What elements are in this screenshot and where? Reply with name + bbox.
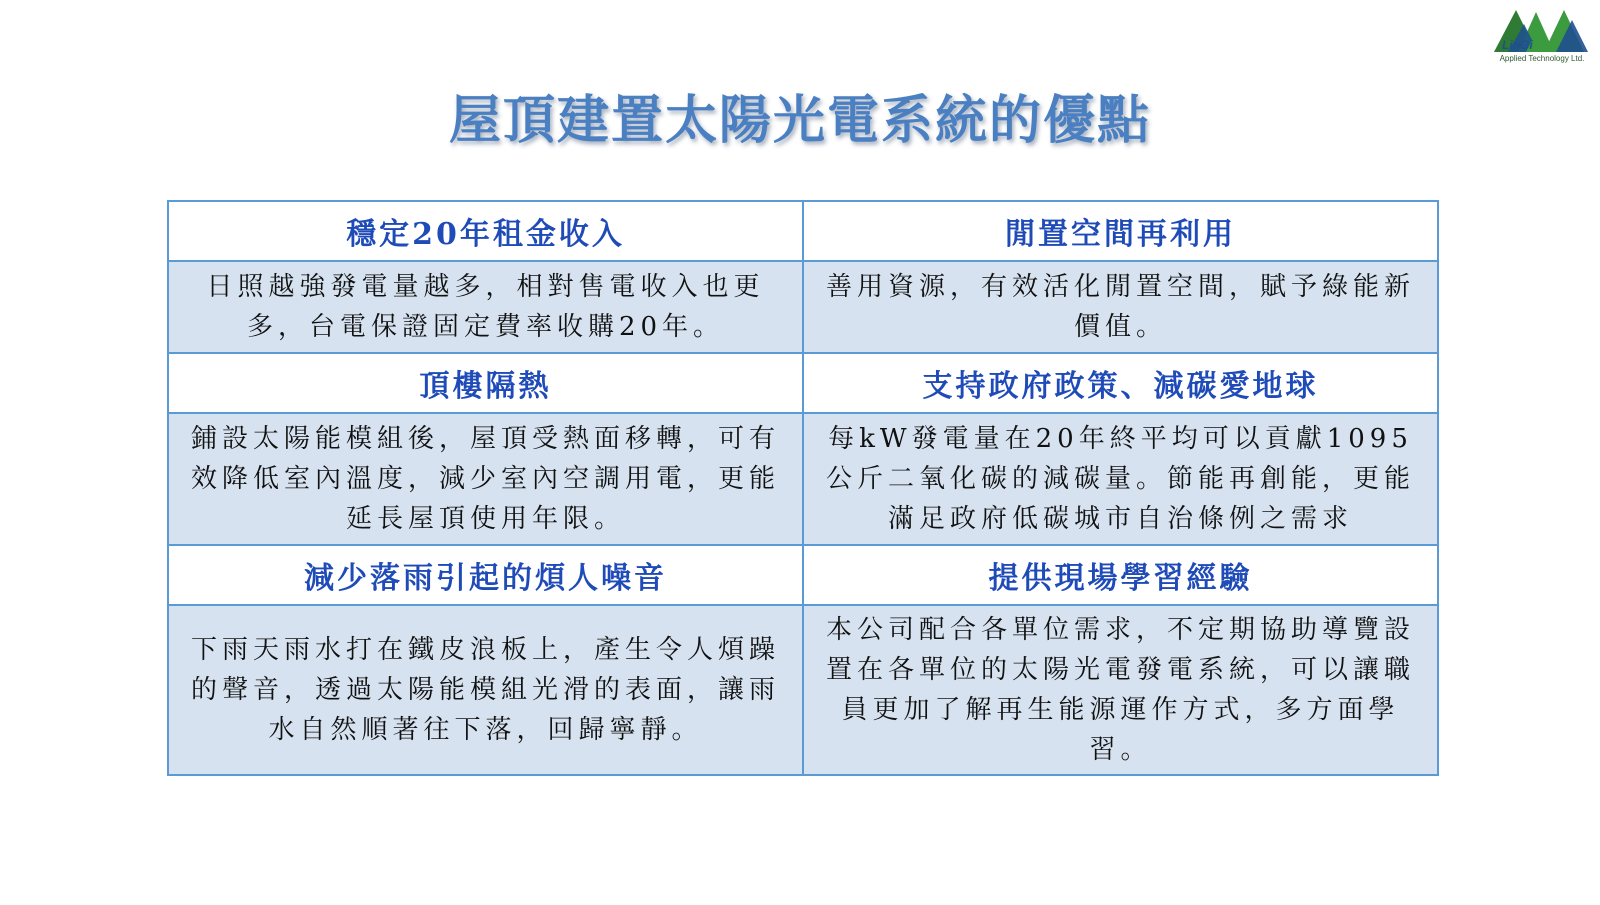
card-body: 日照越強發電量越多，相對售電收入也更多，台電保證固定費率收購20年。 xyxy=(168,261,803,353)
company-logo xyxy=(1488,4,1596,68)
card-body: 本公司配合各單位需求，不定期協助導覽設置在各單位的太陽光電發電系統，可以讓職員更加了解再生能源運作方式，多方面學習。 xyxy=(803,605,1438,775)
card-heading: 閒置空間再利用 xyxy=(803,201,1438,261)
card-heading: 提供現場學習經驗 xyxy=(803,545,1438,605)
card-body: 下雨天雨水打在鐵皮浪板上，產生令人煩躁的聲音，透過太陽能模組光滑的表面，讓雨水自然順著往下落，回歸寧靜。 xyxy=(168,605,803,775)
logo-subtitle: Applied Technology Ltd. xyxy=(1499,54,1585,63)
card-heading: 減少落雨引起的煩人噪音 xyxy=(168,545,803,605)
body-row xyxy=(168,605,1438,775)
card-heading: 支持政府政策、減碳愛地球 xyxy=(803,353,1438,413)
card-body: 每kW發電量在20年終平均可以貢獻1095公斤二氧化碳的減碳量。節能再創能，更能滿足政府低碳城市自治條例之需求 xyxy=(803,413,1438,545)
page-title: 屋頂建置太陽光電系統的優點 xyxy=(448,90,1151,151)
body-row xyxy=(168,413,1438,545)
logo-name: LinGi xyxy=(1502,38,1533,52)
card-heading: 頂樓隔熱 xyxy=(168,353,803,413)
body-row xyxy=(168,261,1438,353)
card-body: 善用資源，有效活化閒置空間，賦予綠能新價值。 xyxy=(803,261,1438,353)
card-body: 鋪設太陽能模組後，屋頂受熱面移轉，可有效降低室內溫度，減少室內空調用電，更能延長屋頂使用年限。 xyxy=(168,413,803,545)
heading-row xyxy=(168,201,1438,261)
card-heading: 穩定20年租金收入 xyxy=(168,201,803,261)
heading-row xyxy=(168,353,1438,413)
heading-row xyxy=(168,545,1438,605)
benefits-table xyxy=(167,200,1439,776)
